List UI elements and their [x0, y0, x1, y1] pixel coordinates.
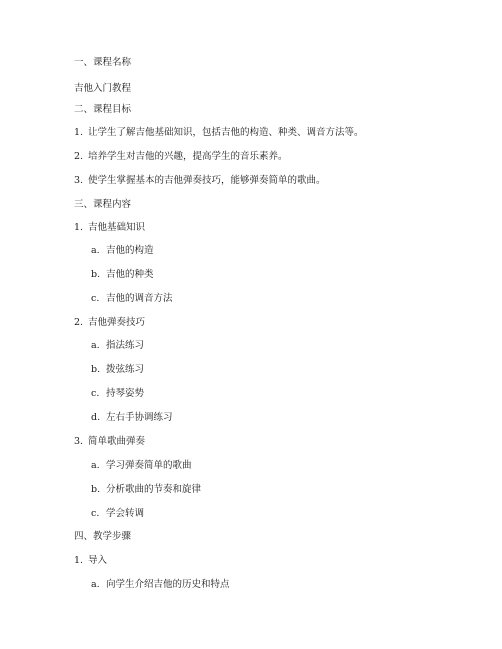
content-sub-item-letter: c. [91, 388, 100, 399]
goal-item-text: 让学生了解吉他基础知识，包括吉他的构造、种类、调音方法等。 [88, 127, 364, 138]
goal-item-number: 2. [74, 151, 84, 162]
content-sub-item [91, 508, 144, 520]
section-heading-steps: 四、教学步骤 [74, 531, 132, 542]
content-sub-item-letter: a. [91, 245, 100, 256]
goal-item-number: 3. [74, 175, 84, 186]
content-sub-item [91, 340, 144, 352]
step-sub-item [91, 579, 230, 591]
content-item [74, 436, 145, 448]
goal-item [74, 175, 326, 187]
goal-item-text: 使学生掌握基本的吉他弹奏技巧，能够弹奏简单的歌曲。 [88, 175, 326, 186]
content-sub-item [91, 484, 201, 496]
content-item-number: 3. [74, 436, 84, 447]
content-sub-item [91, 293, 173, 305]
goal-item-number: 1. [74, 127, 84, 138]
step-item [74, 555, 107, 567]
content-sub-item-letter: b. [91, 364, 101, 375]
step-sub-item-text: 向学生介绍吉他的历史和特点 [106, 579, 230, 590]
content-item-text: 吉他弹奏技巧 [88, 317, 146, 328]
goal-item [74, 151, 288, 163]
content-sub-item-text: 持琴姿势 [106, 388, 145, 399]
content-sub-item [91, 388, 144, 400]
content-item-text: 吉他基础知识 [88, 222, 146, 233]
content-sub-item-letter: b. [91, 269, 101, 280]
content-sub-item-text: 左右手协调练习 [106, 412, 173, 423]
section-heading-course-name: 一、课程名称 [74, 57, 132, 68]
content-item-number: 1. [74, 222, 84, 233]
course-name-text: 吉他入门教程 [74, 83, 132, 94]
content-sub-item-text: 学会转调 [106, 508, 145, 519]
content-sub-item-text: 拨弦练习 [106, 364, 145, 375]
content-sub-item-text: 吉他的调音方法 [106, 293, 173, 304]
content-sub-item-letter: b. [91, 484, 101, 495]
content-sub-item [91, 245, 154, 257]
content-sub-item [91, 412, 173, 424]
content-sub-item-text: 吉他的种类 [106, 269, 154, 280]
content-sub-item-letter: c. [91, 293, 100, 304]
goal-item [74, 127, 364, 139]
content-item-number: 2. [74, 317, 84, 328]
content-sub-item-letter: c. [91, 508, 100, 519]
goal-item-text: 培养学生对吉他的兴趣，提高学生的音乐素养。 [88, 151, 288, 162]
content-item [74, 317, 145, 329]
content-sub-item-text: 学习弹奏简单的歌曲 [106, 460, 192, 471]
content-sub-item-letter: d. [91, 412, 101, 423]
content-sub-item-text: 分析歌曲的节奏和旋律 [106, 484, 202, 495]
step-item-text: 导入 [88, 555, 108, 566]
content-sub-item [91, 364, 144, 376]
content-item-text: 简单歌曲弹奏 [88, 436, 146, 447]
section-heading-content: 三、课程内容 [74, 199, 132, 210]
section-heading-goals: 二、课程目标 [74, 104, 132, 115]
step-sub-item-letter: a. [91, 579, 100, 590]
step-item-number: 1. [74, 555, 84, 566]
content-sub-item-letter: a. [91, 340, 100, 351]
content-sub-item [91, 460, 192, 472]
content-item [74, 222, 145, 234]
content-sub-item [91, 269, 154, 281]
content-sub-item-text: 指法练习 [106, 340, 145, 351]
content-sub-item-letter: a. [91, 460, 100, 471]
content-sub-item-text: 吉他的构造 [106, 245, 154, 256]
